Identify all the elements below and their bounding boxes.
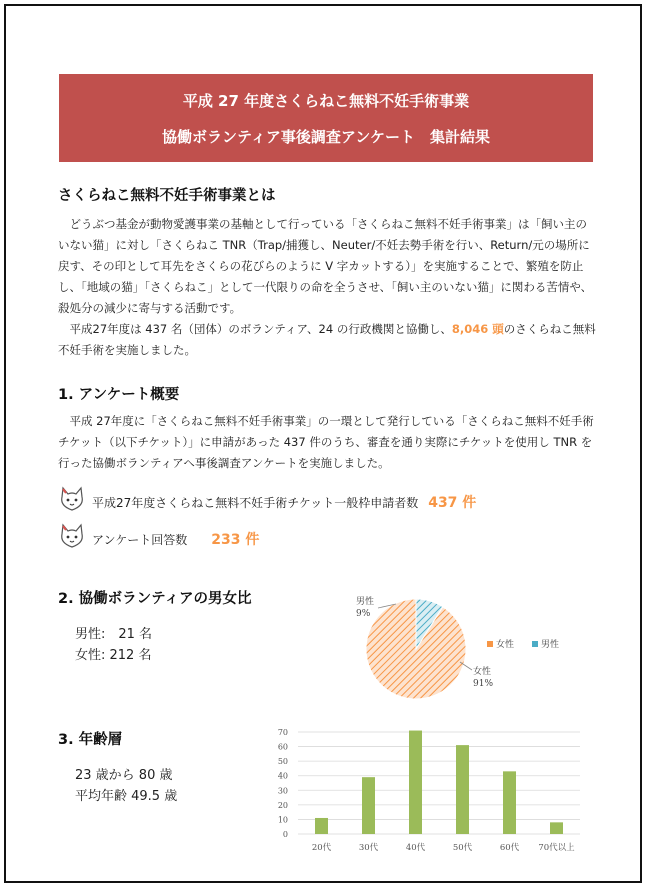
legend-swatch: [532, 641, 538, 647]
legend-label: 女性: [496, 640, 515, 650]
legend-label: 男性: [541, 640, 560, 650]
responses-value: 233 件: [211, 532, 260, 548]
y-tick-label: 50: [277, 757, 288, 767]
intro-paragraph-1: どうぶつ基金が動物愛護事業の基軸として行っている「さくらねこ無料不妊手術事業」は「飼い主のいない猫」に対し「さくらねこ TNR（Trap/捕獲し、Neuter/不妊去勢手術を行い、Return/元の場所に戻す、その印として耳先をさくらの花びらのように V 字カットする）」を実施することで、繁殖を防止し、「地域の猫」「さくらねこ」として一代限りの命を全うさせ、「飼い主のいない猫」に関わる苦情や、殺処分の減少に寄与する活動です。: [58, 217, 593, 315]
average-age: 平均年齢 49.5 歳: [75, 789, 178, 804]
section1-paragraph: 平成 27年度に「さくらねこ無料不妊手術事業」の一環として発行している「さくらねこ無料不妊手術チケット（以下チケット）」に申請があった 437 件のうち、審査を通り実際にチケットを使用し TNR を行った協働ボランティアへ事後調査アンケートを実施しました。: [58, 414, 594, 470]
bar-70代以上: [550, 822, 563, 834]
section3-heading: 3. 年齢層: [58, 732, 123, 748]
male-count: 男性: 21 名: [75, 627, 153, 642]
y-tick-label: 70: [277, 728, 288, 737]
title-banner: [59, 74, 593, 162]
cat-face-icon: [58, 486, 86, 514]
y-tick-label: 40: [277, 771, 288, 781]
age-bar-chart: [270, 722, 590, 862]
section2-heading: 2. 協働ボランティアの男女比: [58, 591, 252, 607]
legend-swatch: [487, 641, 493, 647]
female-count: 女性: 212 名: [75, 648, 152, 663]
intro-paragraph-2: [58, 319, 598, 361]
pie-label-percent: 9%: [356, 609, 371, 619]
applicants-stat: [92, 492, 476, 512]
banner-title-line2: 協働ボランティア事後調査アンケート 集計結果: [162, 128, 490, 146]
responses-stat: [92, 529, 259, 549]
intro-p2-before: 平成27年度は 437 名（団体）のボランティア、24 の行政機関と協働し、: [58, 322, 452, 336]
responses-label: アンケート回答数: [92, 533, 188, 547]
section1-heading: 1. アンケート概要: [58, 387, 180, 403]
x-tick-label: 60代: [499, 843, 520, 853]
bar-40代: [409, 731, 422, 834]
x-tick-label: 70代以上: [538, 843, 575, 853]
surgery-count-highlight: 8,046 頭: [451, 322, 504, 336]
y-tick-label: 60: [277, 742, 288, 752]
bar-30代: [362, 777, 375, 834]
x-tick-label: 40代: [405, 843, 426, 853]
pie-label-percent: 91%: [473, 679, 494, 689]
bar-60代: [503, 771, 516, 834]
applicants-value: 437 件: [428, 495, 477, 511]
y-tick-label: 30: [277, 786, 288, 796]
bar-20代: [315, 818, 328, 834]
pie-label-name: 女性: [473, 667, 492, 677]
y-tick-label: 0: [282, 830, 288, 839]
bar-50代: [456, 745, 469, 834]
x-tick-label: 30代: [358, 843, 379, 853]
x-tick-label: 20代: [311, 843, 332, 853]
applicants-label: 平成27年度さくらねこ無料不妊手術チケット一般枠申請者数: [92, 496, 419, 510]
pie-label-name: 男性: [356, 597, 375, 607]
y-tick-label: 20: [277, 800, 288, 810]
intro-p2-after: のさくらねこ無料不妊手術を実施しました。: [58, 322, 596, 357]
x-tick-label: 50代: [452, 843, 473, 853]
banner-title-line1: 平成 27 年度さくらねこ無料不妊手術事業: [182, 92, 470, 110]
gender-pie-chart: [330, 590, 580, 705]
intro-heading: さくらねこ無料不妊手術事業とは: [58, 188, 276, 204]
cat-face-icon: [58, 523, 86, 551]
y-tick-label: 10: [277, 815, 288, 825]
age-range: 23 歳から 80 歳: [75, 768, 173, 783]
